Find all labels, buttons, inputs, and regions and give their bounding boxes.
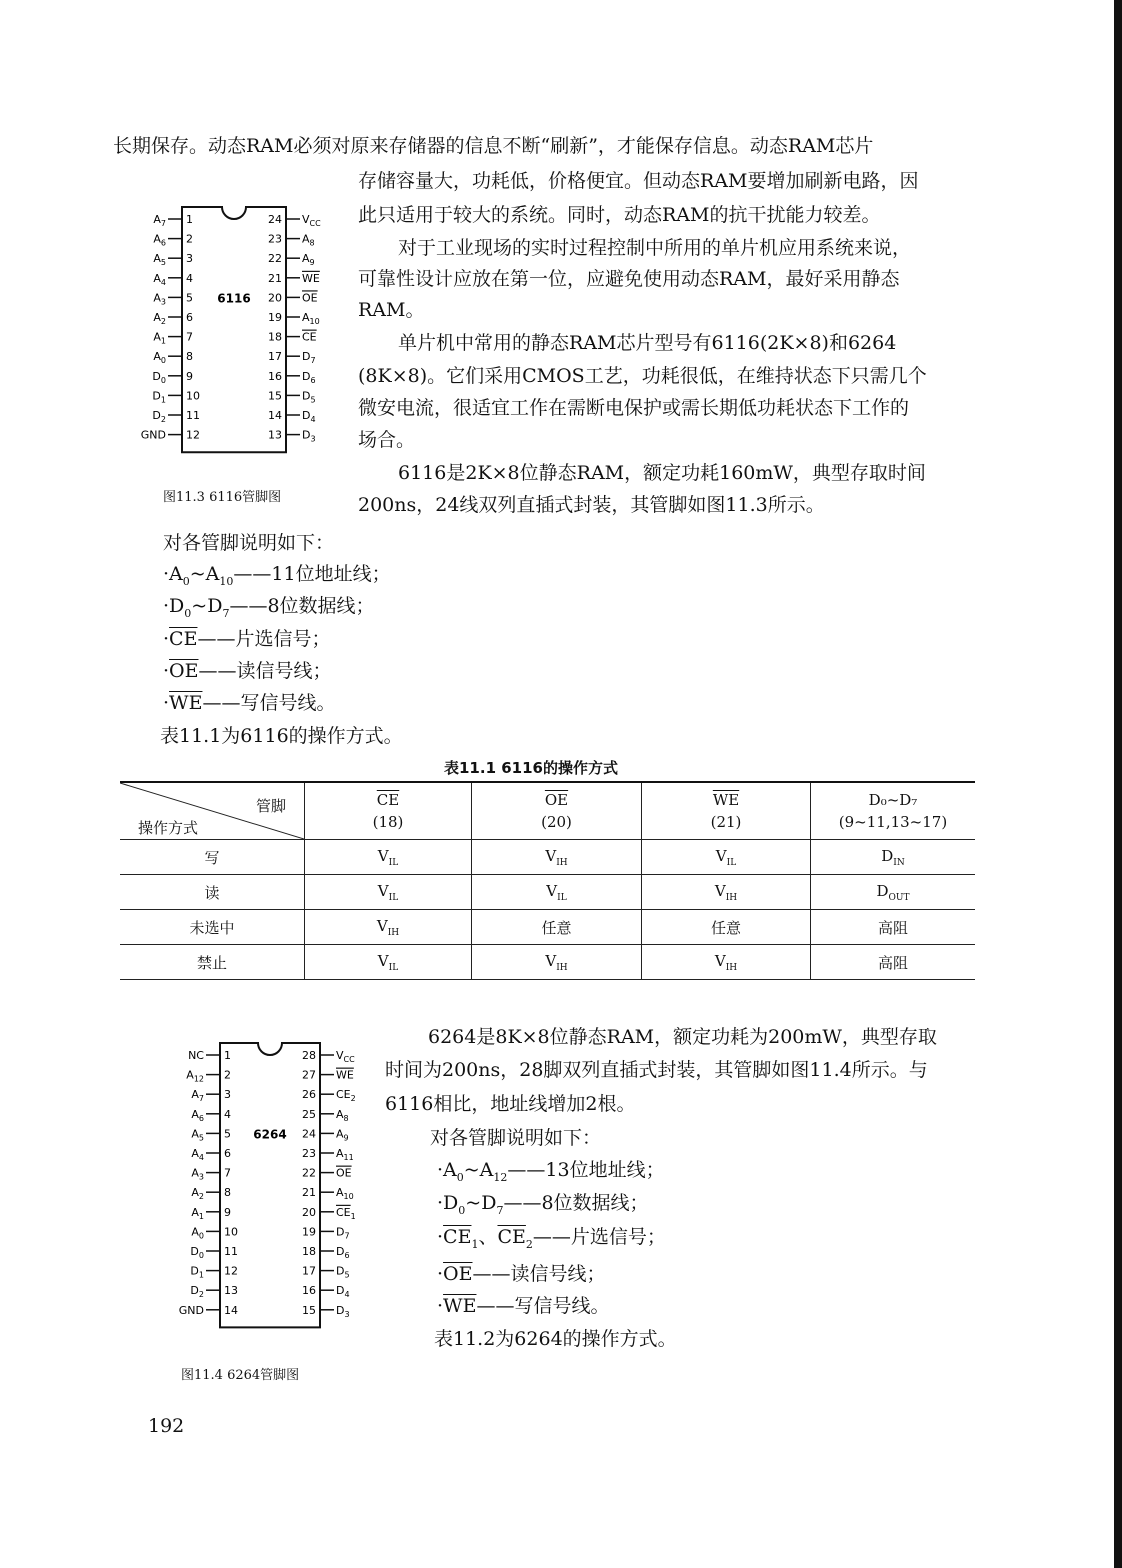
separator: 、 [478,1226,498,1248]
chip-label: 6116 [217,291,251,306]
table-cell: $V_{IL}$ [305,945,472,980]
table-row [120,840,975,875]
bullet-intro: 对各管脚说明如下： [430,1127,602,1149]
header-name: $\overline{OE}$ [544,791,569,809]
bullet-text: ——8位数据线； [229,595,375,617]
bullet-text: ~A [189,563,220,585]
body-line: 单片机中常用的静态RAM芯片型号有6116(2K×8)和6264 [398,332,897,354]
body-line: (8K×8)。它们采用CMOS工艺，功耗很低，在维持状态下只需几个 [358,365,927,387]
bullet-text: ——13位地址线； [507,1159,665,1181]
header-name: $\overline{WE}$ [712,791,740,809]
pin-number: 3 [186,252,193,266]
bullet-intro: 对各管脚说明如下： [163,532,335,554]
pin-signal: $D_6$ [336,1245,350,1260]
header-pins: (18) [372,813,404,831]
table-caption: 表11.1 6116的操作方式 [444,759,618,777]
pin-signal: $CE_2$ [336,1088,356,1104]
pin-signal: $D_1$ [190,1264,204,1280]
signal-name: $\overline{CE}$ [169,628,198,650]
pin-number: 24 [268,213,282,226]
header-ce [305,783,472,840]
chip-label: 6264 [253,1127,287,1142]
subscript: 10 [219,574,234,588]
pin-number: 13 [224,1284,238,1298]
signal-name: $\overline{OE}$ [169,660,199,682]
subscript: 0 [458,1203,466,1217]
pin-signal: $D_1$ [152,389,166,405]
signal-name: $\overline{WE}$ [169,692,203,714]
table-cell: $V_{IL}$ [305,840,472,875]
pin-signal: $A_{10}$ [302,311,320,326]
pin-number: 9 [186,369,193,383]
bullet-data-lines [437,1191,649,1223]
corner-cell [120,783,305,840]
bullet-chip-select [437,1225,666,1257]
signal-name: $\overline{CE}$ [497,1226,526,1248]
pin-number: 23 [268,232,282,246]
body-line: 6264是8K×8位静态RAM，额定功耗为200mW，典型存取 [428,1026,937,1048]
pin-number: 21 [268,271,282,285]
pin-number: 18 [268,330,282,344]
pin-signal: $A_7$ [153,213,166,228]
bullet-dot: · [437,1295,444,1317]
pin-number: 12 [224,1264,238,1278]
bullet-text: ——写信号线。 [202,692,336,714]
pin-number: 2 [186,232,193,246]
bullet-text: ——读信号线； [198,660,332,682]
pin-signal: $V_{CC}$ [302,213,321,228]
header-name: $\overline{CE}$ [376,791,400,809]
pin-signal: $A_1$ [153,330,166,346]
bullet-dot: · [163,692,170,714]
pin-signal: $CE_1$ [336,1205,356,1221]
pin-number: 8 [224,1186,231,1200]
header-pins: (21) [710,813,742,831]
pin-signal: $A_0$ [191,1225,204,1241]
operation-table [120,783,975,980]
bullet-text: ——写信号线。 [476,1295,610,1317]
pin-signal: $D_5$ [302,389,316,405]
table-cell: $V_{IL}$ [642,840,811,875]
pin-number: 17 [268,350,282,364]
pin-signal: $A_{12}$ [186,1068,204,1084]
bullet-text: ——读信号线； [472,1263,606,1285]
pin-number: 7 [186,330,193,344]
bullet-address-lines [437,1158,665,1190]
row-mode: 禁止 [120,945,305,980]
table-reference: 表11.2为6264的操作方式。 [434,1328,677,1350]
corner-label-bottom: 操作方式 [138,819,199,837]
pin-signal: $D_7$ [302,350,316,366]
pin-number: 7 [224,1166,231,1180]
pin-number: 25 [302,1107,316,1121]
signal-name: $\overline{OE}$ [443,1263,473,1285]
pin-signal: $D_2$ [190,1284,204,1300]
pin-signal: $A_8$ [336,1107,349,1123]
subscript: 2 [525,1237,533,1251]
pin-signal: $D_3$ [336,1303,350,1319]
table-cell: $V_{IH}$ [642,945,811,980]
pin-number: 13 [268,428,282,442]
pin-signal: $D_5$ [336,1264,350,1280]
table-cell: $V_{IH}$ [642,875,811,910]
pin-signal: $A_7$ [191,1088,204,1104]
pin-number: 12 [186,428,200,442]
pin-number: 15 [302,1303,316,1317]
pin-signal: $D_3$ [302,428,316,444]
body-line: 对于工业现场的实时过程控制中所用的单片机应用系统来说， [398,237,912,259]
pin-signal: $D_2$ [152,409,166,424]
pin-number: 20 [302,1205,316,1219]
bullet-text: ·D [163,595,185,617]
pin-signal: $A_9$ [302,252,315,268]
body-line: 200ns，24线双列直插式封装，其管脚如图11.3所示。 [358,494,825,516]
pin-signal: $A_4$ [191,1147,204,1162]
bullet-dot: · [437,1263,444,1285]
corner-label-top: 管脚 [255,797,286,815]
pin-signal: CE [302,330,317,344]
subscript: 7 [222,606,230,620]
pin-number: 18 [302,1245,316,1258]
signal-name: $\overline{CE}$ [443,1226,472,1248]
bullet-text: ·D [437,1192,459,1214]
pin-signal: $V_{CC}$ [336,1049,355,1064]
pin-signal: $A_8$ [302,232,315,248]
pin-number: 24 [302,1127,316,1141]
pin-number: 10 [224,1225,238,1239]
row-mode: 读 [120,875,305,910]
pin-number: 3 [224,1088,231,1102]
bullet-dot: · [163,660,170,682]
pin-signal: $A_5$ [153,252,166,268]
pin-signal: $A_5$ [191,1127,204,1143]
bullet-data-lines [163,594,375,626]
header-oe [472,783,642,840]
table-cell: 任意 [642,910,811,945]
body-line: 存储容量大，功耗低，价格便宜。但动态RAM要增加刷新电路，因 [358,170,919,192]
page-number: 192 [148,1415,185,1437]
table-row [120,875,975,910]
pin-signal: $A_2$ [191,1186,204,1202]
pin-number: 21 [302,1186,316,1200]
figure-caption: 图11.4 6264管脚图 [181,1368,300,1383]
pinout-diagram-6264 [160,1035,380,1355]
pin-signal: $D_6$ [302,369,316,385]
pin-signal: $D_7$ [336,1225,350,1241]
table-cell: 高阻 [811,945,976,980]
pin-number: 1 [186,213,193,226]
pin-number: 22 [268,252,282,266]
pinout-diagram-6116 [120,195,340,475]
pin-number: 5 [224,1127,231,1141]
pin-signal: OE [302,291,318,305]
pin-number: 4 [186,271,193,285]
pin-number: 17 [302,1264,316,1278]
pin-number: 6 [224,1147,231,1160]
header-name: D₀~D₇ [868,791,918,809]
signal-name: $\overline{WE}$ [443,1295,477,1317]
table-cell: $V_{IH}$ [472,840,642,875]
pin-number: 26 [302,1088,316,1102]
pin-number: 16 [268,369,282,383]
bullet-dot: · [163,628,170,650]
bullet-read-signal [163,659,332,683]
table-cell: 高阻 [811,910,976,945]
body-line: 场合。 [358,429,416,451]
pin-number: 15 [268,389,282,403]
pin-signal: $A_6$ [153,232,166,248]
body-line: 6116相比，地址线增加2根。 [385,1093,636,1115]
pin-signal: $A_4$ [153,271,166,287]
bullet-text: ~D [465,1192,497,1214]
bullet-read-signal [437,1262,606,1286]
bullet-text: ——片选信号； [532,1226,666,1248]
table-reference: 表11.1为6116的操作方式。 [160,725,403,747]
pin-number: 14 [224,1303,238,1317]
table-cell: $V_{IL}$ [472,875,642,910]
table-cell: $V_{IH}$ [472,945,642,980]
bullet-text: ·A [437,1159,457,1181]
body-line: 长期保存。动态RAM必须对原来存储器的信息不断“刷新”，才能保存信息。动态RAM芯片 [113,135,874,157]
bullet-address-lines [163,562,391,594]
pin-number: 20 [268,291,282,305]
pin-signal: $A_1$ [191,1205,204,1221]
bullet-write-signal [437,1294,609,1318]
table-cell: $V_{IL}$ [305,875,472,910]
subscript: 12 [493,1170,508,1184]
pin-signal: $D_4$ [336,1284,350,1300]
pin-signal: $A_3$ [191,1166,204,1182]
pin-signal: NC [188,1049,204,1062]
header-pins: (20) [541,813,572,831]
row-mode: 写 [120,840,305,875]
bullet-text: ·A [163,563,183,585]
pin-signal: GND [140,428,166,442]
subscript: 0 [456,1170,464,1184]
pin-signal: $A_{11}$ [336,1147,354,1162]
body-line: 6116是2K×8位静态RAM，额定功耗160mW，典型存取时间 [398,462,926,484]
pin-number: 11 [224,1245,238,1258]
pin-signal: WE [336,1068,354,1082]
pin-number: 2 [224,1068,231,1082]
pin-number: 28 [302,1049,316,1062]
subscript: 0 [184,606,192,620]
header-data [811,783,976,840]
pin-signal: $A_{10}$ [336,1186,354,1202]
bullet-text: ——8位数据线； [503,1192,649,1214]
subscript: 7 [496,1203,504,1217]
scan-edge [1114,0,1122,1568]
pin-signal: $A_2$ [153,311,166,326]
header-pins: (9~11,13~17) [838,813,948,831]
bullet-text: ——片选信号； [197,628,331,650]
bullet-text: ——11位地址线； [233,563,391,585]
bullet-text: ~A [463,1159,494,1181]
pin-signal: $A_6$ [191,1107,204,1123]
pin-signal: $D_0$ [190,1245,204,1260]
body-line: 时间为200ns，28脚双列直插式封装，其管脚如图11.4所示。与 [385,1059,928,1081]
pin-signal: $A_9$ [336,1127,349,1143]
pin-number: 9 [224,1205,231,1219]
pin-number: 14 [268,409,282,422]
body-line: RAM。 [358,299,425,321]
pin-number: 6 [186,311,193,324]
subscript: 0 [182,574,190,588]
table-cell: 任意 [472,910,642,945]
pin-number: 22 [302,1166,316,1180]
bullet-chip-select [163,627,330,651]
bullet-text: ~D [191,595,223,617]
bullet-dot: · [437,1226,444,1248]
pin-number: 11 [186,409,200,422]
pin-number: 23 [302,1147,316,1160]
row-mode: 未选中 [120,910,305,945]
body-line: 可靠性设计应放在第一位，应避免使用动态RAM，最好采用静态 [358,268,900,290]
pin-signal: $D_4$ [302,409,316,424]
pin-signal: $A_3$ [153,291,166,307]
pin-signal: WE [302,271,320,285]
figure-caption: 图11.3 6116管脚图 [163,490,282,505]
pin-signal: $A_0$ [153,350,166,366]
subscript: 1 [471,1237,479,1251]
pin-number: 4 [224,1107,231,1121]
table-header-row [120,783,975,840]
body-line: 微安电流，很适宜工作在需断电保护或需长期低功耗状态下工作的 [358,397,910,419]
table-row [120,910,975,945]
pin-number: 19 [302,1225,316,1239]
table-row [120,945,975,980]
table-cell: $D_{OUT}$ [811,875,976,910]
pin-number: 8 [186,350,193,364]
pin-signal: $D_0$ [152,369,166,385]
pin-number: 19 [268,311,282,324]
pin-signal: OE [336,1166,352,1180]
pin-signal: GND [178,1303,204,1317]
pin-number: 16 [302,1284,316,1298]
pin-number: 5 [186,291,193,305]
bullet-write-signal [163,691,335,715]
body-line: 此只适用于较大的系统。同时，动态RAM的抗干扰能力较差。 [358,204,881,226]
pin-number: 10 [186,389,200,403]
table-cell: $V_{IH}$ [305,910,472,945]
table-cell: $D_{IN}$ [811,840,976,875]
pin-number: 1 [224,1049,231,1062]
header-we [642,783,811,840]
pin-number: 27 [302,1068,316,1082]
